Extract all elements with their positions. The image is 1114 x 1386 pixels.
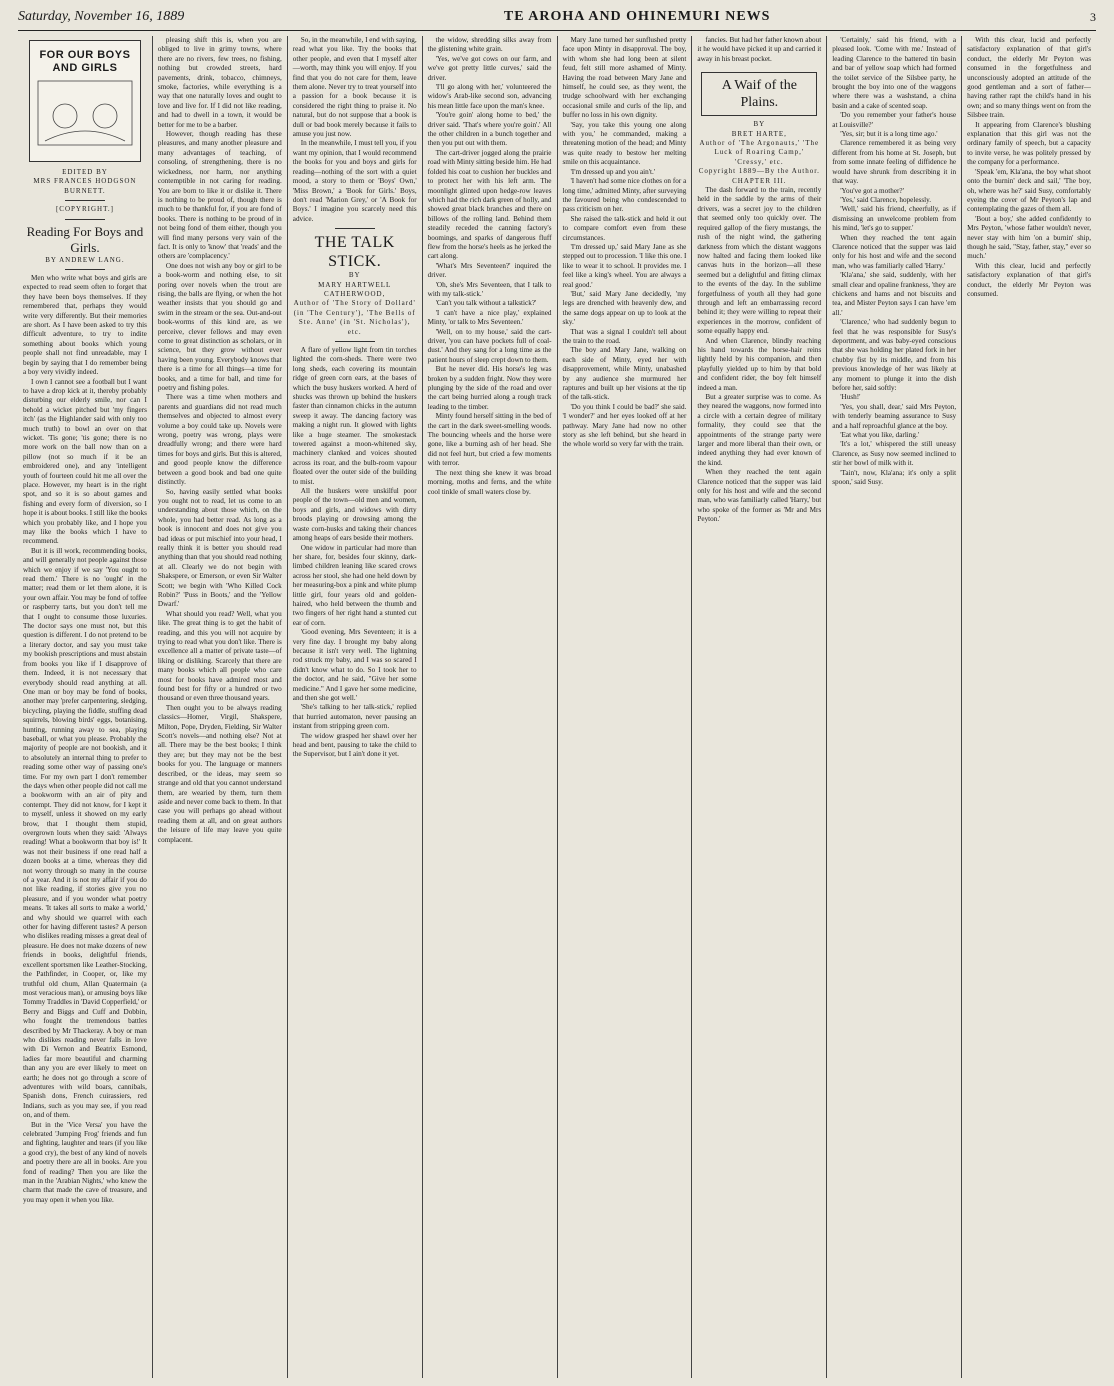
chapter-heading: CHAPTER III. — [732, 176, 787, 185]
paragraph: 'I'm dressed up and you ain't.' — [570, 167, 656, 176]
paragraph: 'I'll go along with her,' volunteered the widow's Arab-like second son, advancing his mean little face upon the man's knee. — [427, 83, 552, 110]
copyright-notice: [COPYRIGHT.] — [55, 205, 114, 214]
paragraph: 'Oh, she's Mrs Seventeen, that I talk to with my talk-stick.' — [427, 280, 552, 298]
article-byline: BY ANDREW LANG. — [45, 255, 125, 264]
talk-stick-author: MARY HARTWELL CATHERWOOD, — [318, 280, 392, 298]
paragraph: That was a signal I couldn't tell about the train to the road. — [562, 327, 687, 345]
paragraph: 'Certainly,' said his friend, with a pleased look. 'Come with me.' Instead of leading Clarence to the battered tin basin and bar of yellow soap which had formed the toilet service of the Silsbee party, he brought the boy into one of the waggons where there was a washstand, a china basin and a cake of scented soap. — [832, 36, 957, 110]
column-7 — [826, 36, 961, 1378]
columns — [18, 36, 1096, 1378]
talk-stick-author-note: Author of 'The Story of Dollard' (in 'The Century'), 'The Bells of Ste. Anne' (in 'St. Nicholas'), etc. — [293, 299, 416, 336]
column-4 — [422, 36, 557, 1378]
paragraph: Men who write what boys and girls are expected to read seem often to forget that they have been boys themselves. If they remembered that, perhaps they would write very differently. But their memories are short. As I have been asked to try this difficult adventure, to try to indite something about books which young people shall not find unreadable, may I begin by saying that I do remember being a boy very vividly indeed. — [23, 274, 147, 377]
paragraph: When they reached the tent again Clarence noticed that the supper was laid only for his host and wife and the second man, who was familiarly called 'Harry.' — [832, 233, 957, 270]
paragraph: 'Speak 'em, Kla'ana, the boy what shoot onto the burnin' deck and sail,' 'The boy, oh, where was he?' said Susy, comfortably eyeing the cover of Mr Peyton's lap and contemplating the gazes of them all. — [967, 167, 1091, 214]
masthead-text: FOR OUR BOYS AND GIRLS — [39, 49, 131, 74]
paragraph: 'Can't you talk without a talkstick?' — [435, 299, 537, 308]
paragraph: But in the 'Vice Versa' you have the celebrated 'Jumping Frog' friends and fun and fighting, laughter and tears (if you like a good cry), the best of any kind of novels and poetry there are all in books. Are you fond of reading? Then you are like the man in the 'Arabian Nights,' who knew the charm that made the cave of treasure, and you may open it when you like. — [23, 1120, 147, 1204]
page-number: 3 — [1090, 9, 1096, 24]
paragraph: Then ought you to be always reading classics—Homer, Virgil, Shakspere, Milton, Pope, Dryden, Fielding, Sir Walter Scott's novels—and nothing else? Not at all. There may be the best books; I think they are; but they may not be the best books for you. The language or manners described, or the ideas, may seem so strange and old that you cannot understand them, are wearied by them, turn them aside and never come back to them. In that case you will perhaps go ahead without reading them at all, and on great authors the leisure of life may leave you quite complacent. — [157, 703, 282, 844]
column-2 — [152, 36, 287, 1378]
paragraph: What should you read? Well, what you like. The great thing is to get the habit of reading, and this you will not acquire by trying to read what you don't like. There is excellence all a matter of private taste—of liking or disliking. Scarcely that there are many books which all people who care most for books have admired most and found best for fifty or a hundred or two thousand or even three thousand years. — [157, 609, 282, 703]
paragraph: 'Yes, sir; but it is a long time ago.' — [840, 130, 938, 139]
paragraph: There was a time when mothers and parents and guardians did not read much themselves and objected to almost every volume a boy could take up. Novels were wrong, poetry was wrong, plays were dreadfully wrong; and there were hard times for boys and girls. But this is altered, and good people know the difference between a good book and bad one quite distinctly. — [157, 393, 282, 487]
paragraph: But a greater surprise was to come. As they neared the waggons, now formed into a circle with a certain degree of military formality, they could see that the appointments of the strange party were larger and more liberal than their own, or indeed anything they had ever known of the kind. — [697, 393, 822, 467]
column-8 — [961, 36, 1096, 1378]
paragraph: 'Clarence,' who had suddenly begun to feel that he was responsible for Susy's deportment, and was baby-eyed conscious that she was holding her plated fork in her chubby fist by its middle, and from his previous knowledge of her was likely at any moment to plunge it into the dish before her, said softly: — [832, 318, 957, 393]
paragraph: So, in the meanwhile, I end with saying, read what you like. Try the books that other people, and even that I myself alter—worth, may think you will enjoy. If you find that you do not care for them, leave them alone. Never try to treat yourself into a passion for a book because it is considered the right thing to praise it. No natural, but do not suppose that a book is dull or bad book merely because it fails to amuse you just now. — [292, 36, 417, 139]
divider — [335, 228, 375, 229]
issue-date: Saturday, November 16, 1889 — [18, 9, 185, 24]
paragraph: A flare of yellow light from tin torches lighted the corn-sheds. There were two long sheds, each covering its mountain ridge of green corn ears, at the bases of which the busy huskers worked. A herd of shucks was thrown up behind the huskers faster than cinnamon chicks in the autumn sweep it away. The dancing factory was making a night run. It glowed with lights like a huge steamer. The smokestack towered against a moon-whitened sky, machinery clanked and voices shouted across its roar, and the bulb-room vapour floated over the outer side of the building to mist. — [292, 345, 417, 486]
edited-by: EDITED BY — [62, 168, 108, 176]
paragraph: With this clear, lucid and perfectly satisfactory explanation of that girl's conduct, the elderly Mr Peyton was consumed in the forgetfulness and unconsciously adopted an attitude of the good gentleman and a sort of father—having rather rapt the child's hand in his own; and so many things went on from the Silsbee train. — [967, 36, 1091, 120]
waif-title: A Waif of the Plains. — [721, 78, 797, 111]
paragraph: She raised the talk-stick and held it out to compare comfort even from these circumstances. — [562, 214, 687, 242]
paragraph: One widow in particular had more than her share, for, besides four skinny, dark-limbed children leaning like scared crows across her stool, she had one held down by her measuring-box a pink and white plump little girl, four years old and golden-haired, who held between the thumb and two fingers of her right hand a stunted cut ear of corn. — [292, 543, 417, 627]
paragraph: 'It's a lot,' whispered the still uneasy Clarence, as Susy now seemed inclined to stir her bowl of milk with it. — [832, 440, 957, 468]
paragraph: 'Yes, you shall, dear,' said Mrs Peyton, with tenderly beaming assurance to Susy and a half reproachful glance at the boy. — [832, 402, 957, 430]
divider — [65, 200, 105, 201]
paragraph: The dash forward to the train, recently held in the saddle by the arms of their drivers, was a secret joy to the children that seemed only too quickly over. The required gallop of the fiery mustangs, the rush of the night wind, the gathering darkness from which the distant waggons now halted and facing them looked like canvas huts in the horizon—all these seemed but a delightful and fitting climax to the events of the day. In the sublime forgetfulness of youth all they had gone through and left an embarrassing record behind it; they were willing to repeat their experiences in the morrow, confident of some equally happy end. — [697, 186, 822, 336]
paragraph: But he never did. His horse's leg was broken by a sudden fright. Now they were plunging by the side of the road and over the cart being hurried along a rough track leading to the timber. — [427, 365, 552, 411]
editor-name: MRS FRANCES HODGSON BURNETT. — [33, 177, 137, 195]
talk-stick-title: THE TALK STICK. — [314, 234, 395, 271]
paragraph: The boy and Mary Jane, walking on each side of Minty, eyed her with disapprovement, while Minty, unabashed by any audience she murmured her raptures and built up her visions at the tip of the talk-stick. — [562, 346, 687, 402]
column-3 — [287, 36, 422, 1378]
paragraph: I own I cannot see a football but I want to have a drop kick at it, thereby probably disturbing our elderly smile, nor can I behold a wicket pitched but 'my fingers itch' (as the Highlander said with only too much truth) to bowl an over on that wicket. 'Tis gone; 'tis gone; there is no more work on the ball now than on a pillow (not so much if it be an embroidered one), and any 'intelligent youth of fourteen could hit me all over the place. However, my heart is in the right spot, and so it is so about games and fishing and every form of diversion, so I hope it is about books. I still like the books which you probably like, and I hope you may like the books which I have to recommend. — [23, 377, 147, 546]
paragraph: the widow, shredding silks away from the glistening white grain. — [427, 36, 552, 54]
paragraph: 'I haven't had some nice clothes on for a long time,' admitted Minty, after surveying the favoured being who condescended to pass criticism on her. — [562, 177, 687, 214]
paragraph: With this clear, lucid and perfectly satisfactory explanation of that girl's conduct, the elderly Mr Peyton was consumed. — [967, 261, 1091, 298]
paragraph: 'Eat what you like, darling.' — [840, 431, 920, 440]
paragraph: 'Yes,' said Clarence, hopelessly. — [840, 195, 932, 204]
paragraph: 'Yes, we've got cows on our farm, and we've got pretty little curves,' said the driver. — [427, 54, 552, 82]
column-1 — [18, 36, 152, 1378]
paragraph: And when Clarence, blindly reaching his hand towards the horse-hair reins lightly held by his companion, and then playfully yielded up to him by that bold and confident rider, the boy felt himself indeed a man. — [697, 336, 822, 392]
paragraph: It appearing from Clarence's blushing explanation that this girl was not the ordinary family of speech, but a capacity to invite verse, he was politely pressed by the company for a performance. — [967, 120, 1091, 167]
paragraph: 'She's talking to her talk-stick,' replied that hurried automaton, never pausing an instant from stripping green corn. — [292, 703, 417, 731]
paragraph: Clarence remembered it as being very different from his home at St. Joseph, but from some innate feeling of diffidence he would have shrunk from describing it in that way. — [832, 139, 957, 186]
paragraph: 'I can't have a nice play,' explained Minty, 'or talk to Mrs Seventeen.' — [427, 308, 552, 327]
divider — [65, 219, 105, 220]
paragraph: 'Say, you take this young one along with you,' he commanded, making a threatening motion of the head; and Minty was quite ready to bestow her melting smile on this acquaintance. — [562, 120, 687, 167]
newspaper-title: TE AROHA AND OHINEMURI NEWS — [503, 9, 771, 24]
paragraph: 'You've got a mother?' — [840, 186, 904, 195]
waif-author-note: Author of 'The Argonauts,' 'The Luck of Roaring Camp,' 'Cressy,' etc. — [699, 139, 820, 166]
paragraph: However, though reading has these pleasures, and many another pleasure and many advantages of teaching, of consoling, of strengthening, there is no wickedness, nor harm, nor anything contemptible in not caring for reading. You are born to like it or dislike it. There is nothing to be proud of, though there is much to be thankful for, if you are fond of books. There is nothing to be proud of in not being fond of them either, though you will find many persons very vain of the fact. It is only to 'know' that 'reads' and the others are 'complacency.' — [157, 130, 282, 261]
paragraph: In the meanwhile, I must tell you, if you want my opinion, that I would recommend the books for you and boys and girls for reading—nothing of the sort with a quiet mood, a story to them or 'Boys' Own,' 'Miss Brown,' a 'Book for Girls.' Boys, don't read 'Marion Grey,' or 'A Book for Boys.' I imagine you scarcely need this advice. — [292, 139, 417, 223]
paragraph: pleasing shift this is, when you are obliged to live in grimy towns, where there are no rivers, few trees, no fishing, nothing but crowded streets, hard pavements, drink, tobacco, chimneys, smoke, factories, while everything is a way that one naturally loves and ought to love and live for. If I did not like reading, and had to dwell in a town, it would be better for me to be a barber. — [157, 36, 282, 129]
paragraph: When they reached the tent again Clarence noticed that the supper was laid only for his host and wife and the second man, who was familiarly called 'Harry,' but who spoke of the former as 'Mr and Mrs Peyton.' — [697, 468, 822, 524]
waif-by: BY — [753, 120, 766, 129]
paragraph: 'I'm dressed up,' said Mary Jane as she stepped out to procession. 'I like this one. I like to wear it to school. It provides me. I feel like a king's wheel. You are always a real good.' — [562, 242, 687, 289]
paragraph: 'Tain't, now, Kla'ana; it's only a split spoon,' said Susy. — [832, 468, 957, 487]
paragraph: So, having easily settled what books you ought not to read, let us come to an understanding about those which, on the whole, you had better read. As long as a book is innocent and does not give you bad ideas or put mischief into your head, I really think it is better you should read anything than that you should read nothing at all. Clearly we do not begin with Shakspere, or Emerson, or even Sir Walter Scott; we begin with 'Who Killed Cock Robin?' 'Puss in Boots,' and the 'Yellow Dwarf.' — [157, 487, 282, 609]
waif-author: BRET HARTE, — [731, 129, 787, 138]
divider — [335, 341, 375, 342]
waif-copyright: Copyright 1889—By the Author. — [698, 167, 820, 176]
paragraph: 'You're goin' along home to bed,' the driver said. 'That's where you're goin'.' All the other children in a bunch together and then you put out with them. — [427, 111, 552, 148]
paragraph: The widow grasped her shawl over her head and bent, pausing to take the child to the Supervisor, but I ain't done it yet. — [292, 731, 417, 759]
paragraph: 'Well, on to my house,' said the cart-driver, 'you can have pockets full of coal-dust.' And they sang for a long time as the patient hours of sleep crept down to them. — [427, 327, 552, 364]
paragraph: fancies. But had her father known about it he would have picked it up and carried it away in his breast pocket. — [697, 36, 822, 63]
paragraph: 'Bout a boy,' she added confidently to Mrs Peyton, 'whose father wouldn't never, never stay with him 'on a burnin' ship, though he said, "Stay, father, stay," ever so much.' — [967, 214, 1091, 261]
paragraph: 'Hush!' — [840, 393, 861, 402]
paragraph: Mary Jane turned her sunflushed pretty face upon Minty in disapproval. The boy, with whom she had long been at silent feud, felt still more ashamed of Minty. Having the road between Mary Jane and himself, he could see, as they went, the trudge schoolward with her exchanging occasional smile and curls of the lip, and buffer no loss in his own dignity. — [562, 36, 687, 120]
talk-stick-by: BY — [348, 271, 361, 280]
paragraph: The cart-driver jogged along the prairie road with Minty sitting beside him. He had folded his coat to cushion her buckles and to protect her with his left arm. The moonlight glinted upon hedge-row leaves which had the rich dark green of holly, and showed great black branches and there on billows of the rolling land. Behind them steadily receded the canning factory's boomings, and sparks of dangerous fluff flew from the horse's heels as he jerked the cart along. — [427, 148, 552, 261]
paragraph: 'What's Mrs Seventeen?' inquired the driver. — [427, 261, 552, 280]
header-rule — [18, 30, 1096, 31]
column-5 — [557, 36, 692, 1378]
paragraph: 'But,' said Mary Jane decidedly, 'my legs are drenched with heavenly dew, and the same dogs appear on up to look at the sky.' — [562, 289, 687, 327]
paragraph: 'Kla'ana,' she said, suddenly, with her small clear and opaline frankness, 'they are chickens and hams and not biscuits and tea, and Mister Peyton says I can have 'em all.' — [832, 271, 957, 317]
paragraph: 'Well,' said his friend, cheerfully, as if dismissing an unwelcome problem from his mind, 'let's go to supper.' — [832, 205, 957, 233]
paragraph: 'Good evening, Mrs Seventeen; it is a very fine day. I brought my baby along because it isn't very well. The lightning rod struck my baby, and I was so scared I didn't know what to do. So I took her to the doctor, and he said, "Give her some medicine." And I gave her some medicine, and then she got well.' — [292, 628, 417, 702]
column-6 — [691, 36, 826, 1378]
paragraph: But it is ill work, recommending books, and will generally not people against those which we enjoy if we say 'You ought to read them.' There is no 'ought' in the matter; read them or let them alone, it is your own affair. You may be fond of toffee or raspberry tarts, but you don't tell me that I ought to consume those luxuries. The doctor says one must not, but this question is different. I do not pretend to be a literary doctor, and say you must take my bookish prescriptions and must abstain from books you like if I disapprove of them. Indeed, it is not necessary that everybody should read anything at all. One man or boy may be fond of books, another may 'prefer carpentering, sledging, bicycling, playing the fiddle, stuffing dead squirrels, blowing birds' eggs, botanising, hunting, running away to sea, playing baseball, or what you please. Probably the majority of people are not bookish, and it to absolutely an internal thing to prefer to reading some other way of passing one's time. For my own part I don't remember the days when other people did not call me a bookworm with an air of pity and contempt. They did not know, for I kept it to myself, unless it showed on my early brow, that I thought them stupid, overgrown louts when they said: 'Always reading! What a bookworm that boy is!' It was not their business if one read half a dozen books at a time, whereas they did not worry through so many in the course of a year. And it is not my affair if you do not like reading, if stories give you no pleasure, and if you wonder what poetry means. 'It takes all sorts to make a world,' and why should we quarrel with each other for having different tastes? A person who dislikes reading misses a great deal of pleasure. He does not make dozens of new friends in books, delightful friends, excellent sportsmen like Leather-Stocking, the Pathfinder, in Cooper, or, like my truthful old chum, Allan Quatermain (a most veracious man), or amusing boys like Tommy Traddles in 'David Copperfield,' or Berry and Biggs and Cuff and Dobbin, who fought the tremendous battles described by Mr Thackeray. A boy or man who dislikes reading never falls in love with Di Vernon and Beatrix Esmond, ladies far more beautiful and charming than any you are ever likely to meet on earth; he does not go through a score of adventures with wild boars, cannibals, Spanish dons, French cuirassiers, red Indians, such as you may see, if you read on, and of them. — [23, 546, 147, 1120]
paragraph: 'Do you think I could be bad?' she said. 'I wonder?' and her eyes looked off at her pathway. Mary Jane had now no other story as she left behind, but she heard in the whole world so very far with the train. — [562, 402, 687, 449]
paragraph: All the huskers were unskilful poor people of the town—old men and women, boys and girls, and widows with dirty broods playing or drowsing among the waste corn-husks and taking their chances among heaps of ears beside their mothers. — [292, 487, 417, 543]
divider — [65, 269, 105, 270]
page-header — [18, 6, 1096, 28]
masthead-illustration — [29, 40, 141, 162]
paragraph: Minty found herself sitting in the bed of the cart in the dark sweet-smelling woods. The bouncing wheels and the horse were gone, like a burning ash of her head. She did not feel hurt, but cried a few moments with terror. — [427, 412, 552, 468]
paragraph: 'Do you remember your father's house at Louisville?' — [832, 111, 957, 129]
paragraph: The next thing she knew it was broad morning, moths and ferns, and the white cool tinkle of small waters close by. — [427, 468, 552, 496]
waif-title-box — [701, 72, 817, 116]
paragraph: One does not wish any boy or girl to be a book-worm and nothing else, to sit poring over novels when the trout are rising, the balls are flying, or when the hot weather insists that you should go and swim in the stream or the sea. Out-and-out book-worms of this kind are, as we perceive, clever fellows and may even come to great distinction as scholars, or in science, but they grow without ever having been young. Everybody knows that there is a time for all things—a time for books, and a time for ball, and time for poetry and fishing poles. — [157, 261, 282, 393]
article-title: Reading For Boys and Girls. — [26, 223, 144, 255]
